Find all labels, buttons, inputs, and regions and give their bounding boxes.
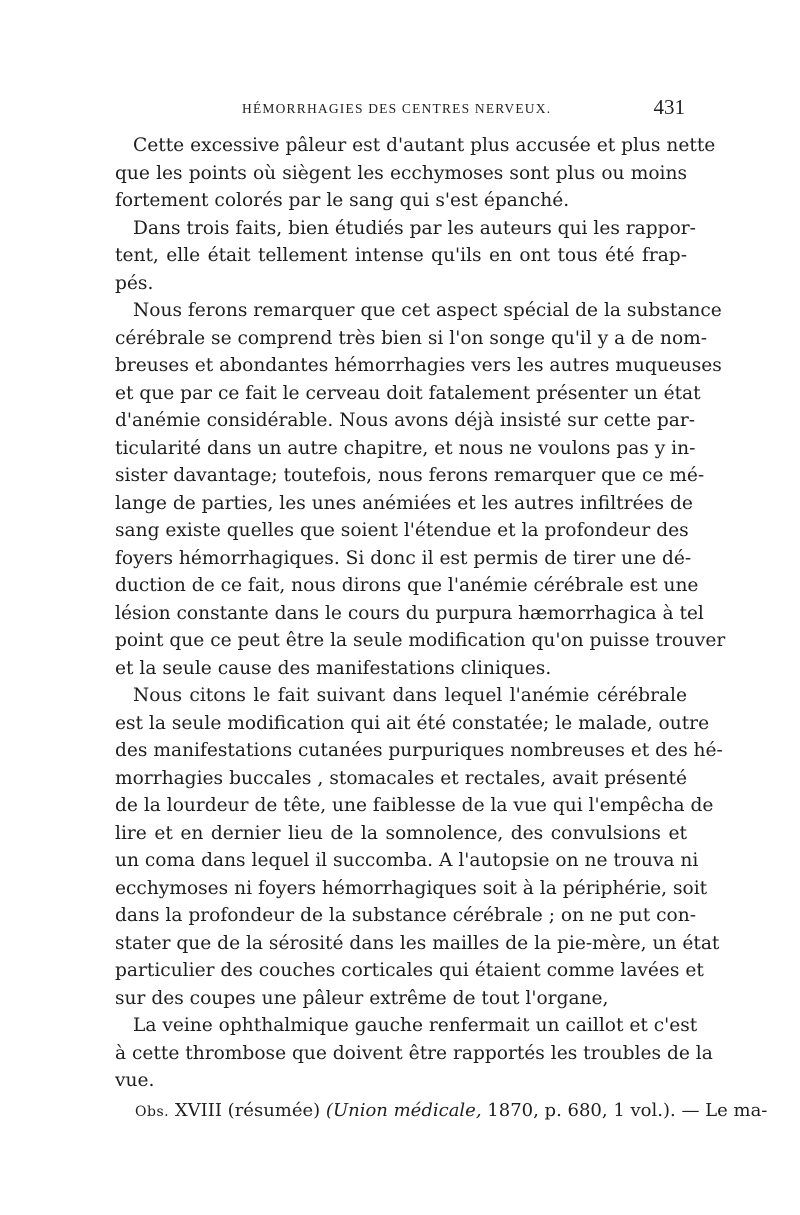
paragraph [115, 682, 723, 1012]
text-line: cérébrale se comprend très bien si l'on songe qu'il y a de nom- [115, 327, 708, 349]
text-line: des manifestations cutanées purpuriques nombreuses et des hé- [115, 740, 723, 761]
paragraph [115, 132, 716, 215]
text-line: que les points où siègent les ecchymoses sont plus ou moins [115, 162, 687, 184]
obs-number: XVIII (résumée) [174, 1100, 321, 1121]
text-line: et que par ce fait le cerveau doit fatalement présenter un état [115, 382, 701, 404]
text-line: ticularité dans un autre chapitre, et nous ne voulons pas y in- [115, 437, 696, 459]
text-line: est la seule modification qui ait été constatée; le malade, outre [115, 712, 710, 734]
text-line: lésion constante dans le cours du purpura hæmorrhagica à tel [115, 602, 704, 624]
text-line: pés. [115, 272, 154, 294]
text-line: d'anémie considérable. Nous avons déjà insisté sur cette par- [115, 410, 696, 431]
obs-label: Obs. [135, 1104, 170, 1120]
page-number: 431 [653, 95, 685, 119]
text-line: sang existe quelles que soient l'étendue et la profondeur des [115, 520, 689, 541]
running-head [115, 95, 685, 125]
text-line: Dans trois faits, bien étudiés par les auteurs qui les rappor- [133, 217, 696, 239]
text-line: breuses et abondantes hémorrhagies vers les autres muqueuses [115, 355, 722, 376]
body-text [115, 132, 726, 1095]
paragraph [115, 215, 696, 298]
text-line: tent, elle était tellement intense qu'ils en ont tous été frap- [115, 245, 687, 266]
text-line: Nous citons le fait suivant dans lequel l'anémie cérébrale [133, 685, 687, 706]
text-line: Cette excessive pâleur est d'autant plus accusée et plus nette [133, 135, 716, 156]
text-line: vue. [115, 1070, 155, 1091]
text-line: un coma dans lequel il succomba. A l'autopsie on ne trouva ni [115, 850, 699, 871]
paragraph [115, 1012, 713, 1095]
text-line: ecchymoses ni foyers hémorrhagiques soit à la périphérie, soit [115, 877, 708, 899]
text-line: duction de ce fait, nous dirons que l'anémie cérébrale est une [115, 575, 699, 596]
text-line: lange de parties, les unes anémiées et les autres infiltrées de [115, 492, 693, 514]
text-line: de la lourdeur de tête, une faiblesse de la vue qui l'empêcha de [115, 795, 714, 816]
source-details: 1870, p. 680, 1 vol.). [487, 1100, 676, 1121]
text-line: et la seule cause des manifestations cliniques. [115, 657, 552, 679]
text-line: point que ce peut être la seule modification qu'on puisse trouver [115, 630, 726, 651]
text-line: sur des coupes une pâleur extrême de tout l'organe, [115, 987, 609, 1009]
paragraph [115, 297, 726, 682]
text-line: stater que de la sérosité dans les mailles de la pie-mère, un état [115, 932, 720, 954]
text-line: La veine ophthalmique gauche renfermait un caillot et c'est [133, 1015, 698, 1036]
text-line: morrhagies buccales , stomacales et rectales, avait présenté [115, 767, 687, 789]
running-title: HÉMORRHAGIES DES CENTRES NERVEUX. [242, 101, 552, 116]
text-line: foyers hémorrhagiques. Si donc il est permis de tirer une dé- [115, 547, 692, 569]
text-line: Nous ferons remarquer que cet aspect spécial de la substance [133, 300, 722, 321]
continuation-text: — Le ma- [681, 1100, 768, 1121]
text-line: lire et en dernier lieu de la somnolence, des convulsions et [115, 822, 687, 844]
text-line: dans la profondeur de la substance cérébrale ; on ne put con- [115, 905, 696, 926]
text-line: fortement colorés par le sang qui s'est épanché. [115, 190, 570, 211]
source-journal: (Union médicale, [325, 1100, 482, 1121]
text-line: particulier des couches corticales qui étaient comme lavées et [115, 960, 704, 981]
observation-reference [135, 1097, 768, 1126]
text-line: sister davantage; toutefois, nous ferons remarquer que ce mé- [115, 465, 705, 486]
text-line: à cette thrombose que doivent être rapportés les troubles de la [115, 1042, 713, 1064]
